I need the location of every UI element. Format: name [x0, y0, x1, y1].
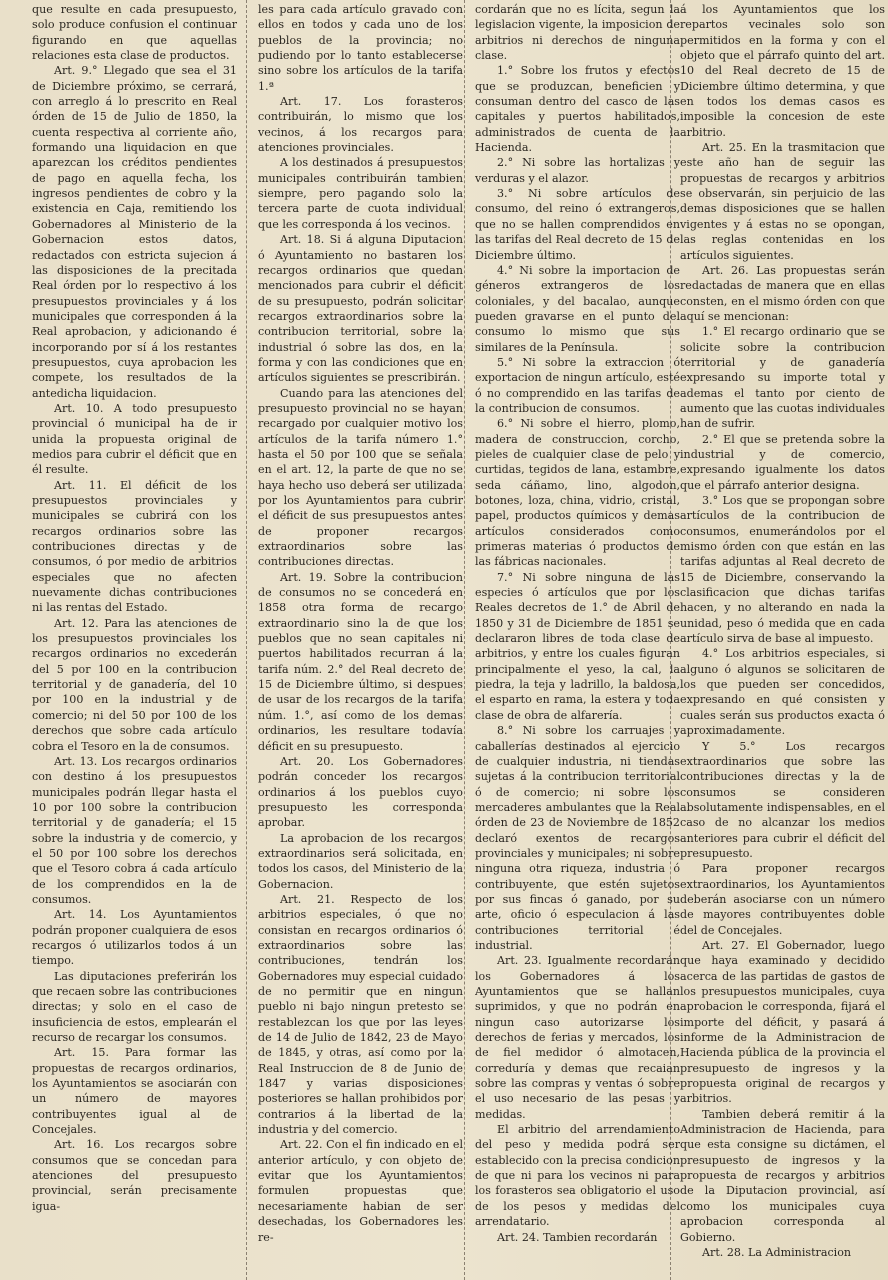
- article-paragraph: Art. 19. Sobre la contribucion de consumos no se concederá en 1858 otra forma de recargo extraordinario sino la de que los pueblos que no sean capitales ni puertos habilitados recurran á la tarifa núm. 2.° del Real decreto de 15 de Diciembre último, si despues de usar de los recargos de la tarifa núm. 1.°, así como de los demas ordinarios, les resultare todavía déficit en su presupuesto.: [258, 570, 463, 753]
- article-paragraph: Art. 20. Los Gobernadores podrán conceder los recargos ordinarios á los pueblos cuyo presupuesto les corresponda aprobar.: [258, 754, 463, 830]
- article-paragraph: Art. 12. Para las atenciones de los presupuestos provinciales los recargos ordinarios no excederán del 5 por 100 en la contribucion territorial y de ganadería, del 10 por 100 en la industrial y de comercio; ni del 50 por 100 de los derechos que sobre cada artículo cobra el Tesoro en la de consumos.: [32, 616, 237, 753]
- article-paragraph: Art. 24. Tambien recordarán: [497, 1230, 658, 1244]
- article-paragraph: 6.° Ni sobre el hierro, plomo, madera de construccion, corcho, pieles de cualquier clase de pelo y curtidas, tegidos de lana, estambre, seda cáñamo, lino, algodon, botones, loza, china, vidrio, cristal, papel, productos químicos y demas artículos considerados como primeras materias ó productos de las fábricas nacionales.: [475, 417, 680, 569]
- article-paragraph: Y 5.° Los recargos extraordinarios que sobre las contribuciones directas y la de consumos se consideren absolutamente indispensables, en el caso de no alcanzar los medios anteriores para cubrir el déficit del presupuesto.: [680, 739, 885, 860]
- article-paragraph: Art. 22. Con el fin indicado en el anterior artículo, y con objeto de evitar que los Ayuntamientos formulen propuestas que necesariamente habian de ser desechadas, los Gobernadores les re-: [258, 1138, 463, 1244]
- article-paragraph: Art. 28. La Administracion: [702, 1245, 852, 1259]
- article-paragraph: 3.° Ni sobre artículos de consumo, del reino ó extrangeros, que no se hallen comprendidos en las tarifas del Real decreto de 15 de Diciembre último.: [475, 187, 680, 262]
- article-paragraph: Art. 15. Para formar las propuestas de recargos ordinarios, los Ayuntamientos se asociarán con un número de mayores contribuyentes igual al de Concejales.: [32, 1046, 237, 1137]
- article-paragraph: La aprobacion de los recargos extraordinarios será solicitada, en todos los casos, del Ministerio de la Gobernacion.: [258, 831, 463, 891]
- article-paragraph: Art. 25. En la trasmitacion que este año han de seguir las propuestas de recargos y arbitrios se observarán, sin perjuicio de las demas disposiciones que se hallen vigentes y á estas no se opongan, las reglas contenidas en los artículos siguientes.: [680, 141, 885, 262]
- article-paragraph: Art. 18. Si á alguna Diputacion ó Ayuntamiento no bastaren los recargos ordinarios que quedan mencionados para cubrir el déficit de su presupuesto, podrán solicitar recargos extraordinarios sobre la contribucion territorial, sobre la industrial ó sobre las dos, en la forma y con las condiciones que en artículos siguientes se prescribirán.: [258, 233, 463, 385]
- column-divider: [246, 0, 247, 1280]
- article-paragraph: 8.° Ni sobre los carruajes y caballerías destinados al ejercicio de cualquier industria, ni tiendas sujetas á la contribucion territorial ó de comercio; ni sobre los mercaderes ambulantes que la Real órden de 23 de Noviembre de 1852 declaró exentos de recargos provinciales y municipales; ni sobre ninguna otra riqueza, industria ó contribuyente, que estén sujetos por sus fincas ó ganado, por su arte, oficio ó especulacion á las contribuciones territorial é industrial.: [475, 724, 680, 952]
- article-paragraph: Art. 21. Respecto de los arbitrios especiales, ó que no consistan en recargos ordinarios ó extraordinarios sobre las contribuciones, tendrán los Gobernadores muy especial cuidado de no permitir que en ningun pueblo ni bajo ningun pretesto se restablezcan los que por las leyes de 14 de Julio de 1842, 23 de Mayo de 1845, y otras, así como por la Real Instruccion de 8 de Junio de 1847 y varias disposiciones posteriores se hallan prohibidos por contrarios á la libertad de la industria y del comercio.: [258, 892, 463, 1137]
- article-paragraph: Art. 23. Igualmente recordarán los Gobernadores á los Ayuntamientos que se hallan suprimidos, y que no podrán en ningun caso autorizarse los derechos de ferias y mercados, los de fiel medidor ó almotacen, correduría y demas que recaian sobre las compras y ventas ó sobre el uso necesario de las pesas y medidas.: [475, 954, 680, 1121]
- article-paragraph: Art. 26. Las propuestas serán redactadas de manera que en ellas consten, en el mismo órden con que aquí se mencionan:: [680, 263, 885, 323]
- article-paragraph: Art. 13. Los recargos ordinarios con destino á los presupuestos municipales podrán llegar hasta el 10 por 100 sobre la contribucion territorial y de ganadería; el 15 sobre la industria y de comercio, y el 50 por 100 sobre los derechos que el Tesoro cobra á cada artículo de los comprendidos en la de consumos.: [32, 754, 237, 906]
- article-paragraph: Art. 27. El Gobernador, luego que haya examinado y decidido acerca de las partidas de gastos de los presupuestos municipales, cuya aprobacion le corresponda, fijará el importe del déficit, y pasará á informe de la Administracion de Hacienda pública de la provincia el presupuesto de ingresos y la propuesta original de recargos y arbitrios.: [680, 938, 885, 1106]
- article-paragraph: Art. 17. Los forasteros contribuirán, lo mismo que los vecinos, á los recargos para atenciones provinciales.: [258, 95, 463, 155]
- article-paragraph: El arbitrio del arrendamiento del peso y medida podrá ser establecido con la precisa condicion de que ni para los vecinos ni para los forasteros sea obligatorio el uso de los pesos y medidas del arrendatario.: [475, 1123, 680, 1229]
- article-paragraph: A los destinados á presupuestos municipales contribuirán tambien siempre, pero pagando solo la tercera parte de cuota individual que les corresponda á los vecinos.: [258, 156, 463, 231]
- article-paragraph: Art. 10. A todo presupuesto provincial ó municipal ha de ir unida la propuesta original de medios para cubrir el déficit que en él resulte.: [32, 401, 237, 477]
- article-paragraph: 1.° El recargo ordinario que se solicite sobre la contribucion territorial y de ganadería expresando su importe total y ademas el tanto por ciento de aumento que las cuotas individuales han de sufrir.: [680, 325, 885, 431]
- article-paragraph: Art. 14. Los Ayuntamientos podrán proponer cualquiera de esos recargos ó utilizarlos todos á un tiempo.: [32, 908, 237, 968]
- article-paragraph: cordarán que no es lícita, segun la legislacion vigente, la imposicion de arbitrios ni derechos de ninguna clase.: [475, 3, 680, 63]
- column-divider: [464, 0, 465, 1280]
- article-paragraph: Cuando para las atenciones del presupuesto provincial no se hayan recargado por cualquier motivo los artículos de la tarifa número 1.° hasta el 50 por 100 que se señala en el art. 12, la parte de que no se haya hecho uso deberá ser utilizada por los Ayuntamientos para cubrir el déficit de sus presupuestos antes de proponer recargos extraordinarios sobre las contribuciones directas.: [258, 386, 463, 569]
- article-paragraph: les para cada artículo gravado con ellos en todos y cada uno de los pueblos de la provincia; no pudiendo por lo tanto establecerse sino sobre los artículos de la tarifa 1.ª: [258, 3, 463, 93]
- text-column-3: [475, 2, 680, 1274]
- article-paragraph: Art. 9.° Llegado que sea el 31 de Diciembre próximo, se cerrará, con arreglo á lo prescrito en Real órden de 15 de Julio de 1850, la cuenta respectiva al corriente año, formando una liquidacion en que aparezcan los créditos pendientes de pago en aquella fecha, los ingresos pendientes de cobro y la existencia en Caja, remitiendo los Gobernadores al Ministerio de la Gobernacion estos datos, redactados con estricta sujecion á las disposiciones de la precitada Real órden por lo respectivo á los presupuestos provinciales y á los municipales que corresponden á la Real aprobacion, y adicionando é incorporando por sí á los restantes presupuestos, cuya aprobacion les compete, los resultados de la antedicha liquidacion.: [32, 64, 237, 400]
- article-paragraph: 3.° Los que se propongan sobre artículos de la contribucion de consumos, enumerándolos por el mismo órden con que están en las tarifas adjuntas al Real decreto de 15 de Diciembre, conservando la clasificacion que dichas tarifas hacen, y no alterando en nada la unidad, peso ó medida que en cada artículo sirva de base al impuesto.: [680, 494, 885, 646]
- article-paragraph: 1.° Sobre los frutos y efectos que se produzcan, beneficien y consuman dentro del casco de las capitales y puertos habilitados, administrados de cuenta de la Hacienda.: [475, 64, 680, 155]
- text-column-2: [258, 2, 463, 1274]
- article-paragraph: 7.° Ni sobre ninguna de las especies ó artículos que por los Reales decretos de 1.° de Abril de 1850 y 31 de Diciembre de 1851 se declararon libres de toda clase de arbitrios, y entre los cuales figuran principalmente el yeso, la cal, la piedra, la teja y ladrillo, la baldosa, el esparto en rama, la estera y toda clase de obra de alfarería.: [475, 570, 680, 722]
- article-paragraph: Tambien deberá remitir á la Administracion de Hacienda, para que esta consigne su dictámen, el presupuesto de ingresos y la propuesta de recargos y arbitrios de la Diputacion provincial, así como los municipales cuya aprobacion corresponda al Gobierno.: [680, 1107, 885, 1244]
- article-paragraph: 5.° Ni sobre la extraccion ó exportacion de ningun artículo, esté ó no comprendido en las tarifas de la contribucion de consumos.: [475, 355, 680, 415]
- article-paragraph: 4.° Los arbitrios especiales, si alguno ó algunos se solicitaren de los que pueden ser concedidos, expresando en qué consisten y cuales serán sus productos exacta ó aproximadamente.: [680, 647, 885, 738]
- article-paragraph: 2.° El que se pretenda sobre la industrial y de comercio, expresando igualmente los datos que el párrafo anterior designa.: [680, 432, 885, 492]
- article-paragraph: 4.° Ni sobre la importacion de géneros extrangeros de los coloniales, y del bacalao, aunque pueden gravarse en el punto del consumo lo mismo que sus similares de la Península.: [475, 263, 680, 354]
- article-paragraph: Art. 11. El déficit de los presupuestos provinciales y municipales se cubrirá con los recargos ordinarios sobre las contribuciones directas y de consumos, ó por medio de arbitrios especiales que no afecten nuevamente dichas contribuciones ni las rentas del Estado.: [32, 478, 237, 615]
- article-paragraph: que resulte en cada presupuesto, solo produce confusion el continuar figurando en que aquellas relaciones esta clase de productos.: [32, 3, 237, 63]
- text-column-1: [32, 2, 237, 1274]
- article-paragraph: Para proponer recargos extraordinarios, los Ayuntamientos deberán asociarse con un número de mayores contribuyentes doble del de Concejales.: [680, 862, 885, 937]
- article-paragraph: Las diputaciones preferirán los que recaen sobre las contribuciones directas; y solo en el caso de insuficiencia de estos, emplearán el recurso de recargar los consumos.: [32, 969, 237, 1045]
- article-paragraph: á los Ayuntamientos que los repartos vecinales solo son permitidos en la forma y con el objeto que el párrafo quinto del art. 10 del Real decreto de 15 de Diciembre último determina, y que en todos los demas casos es imposible la concesion de este arbitrio.: [680, 3, 885, 139]
- article-paragraph: Art. 16. Los recargos sobre consumos que se concedan para atenciones del presupuesto provincial, serán precisamente igua-: [32, 1138, 237, 1213]
- article-paragraph: 2.° Ni sobre las hortalizas y verduras y el alazor.: [475, 156, 680, 185]
- text-column-4: [680, 2, 885, 1274]
